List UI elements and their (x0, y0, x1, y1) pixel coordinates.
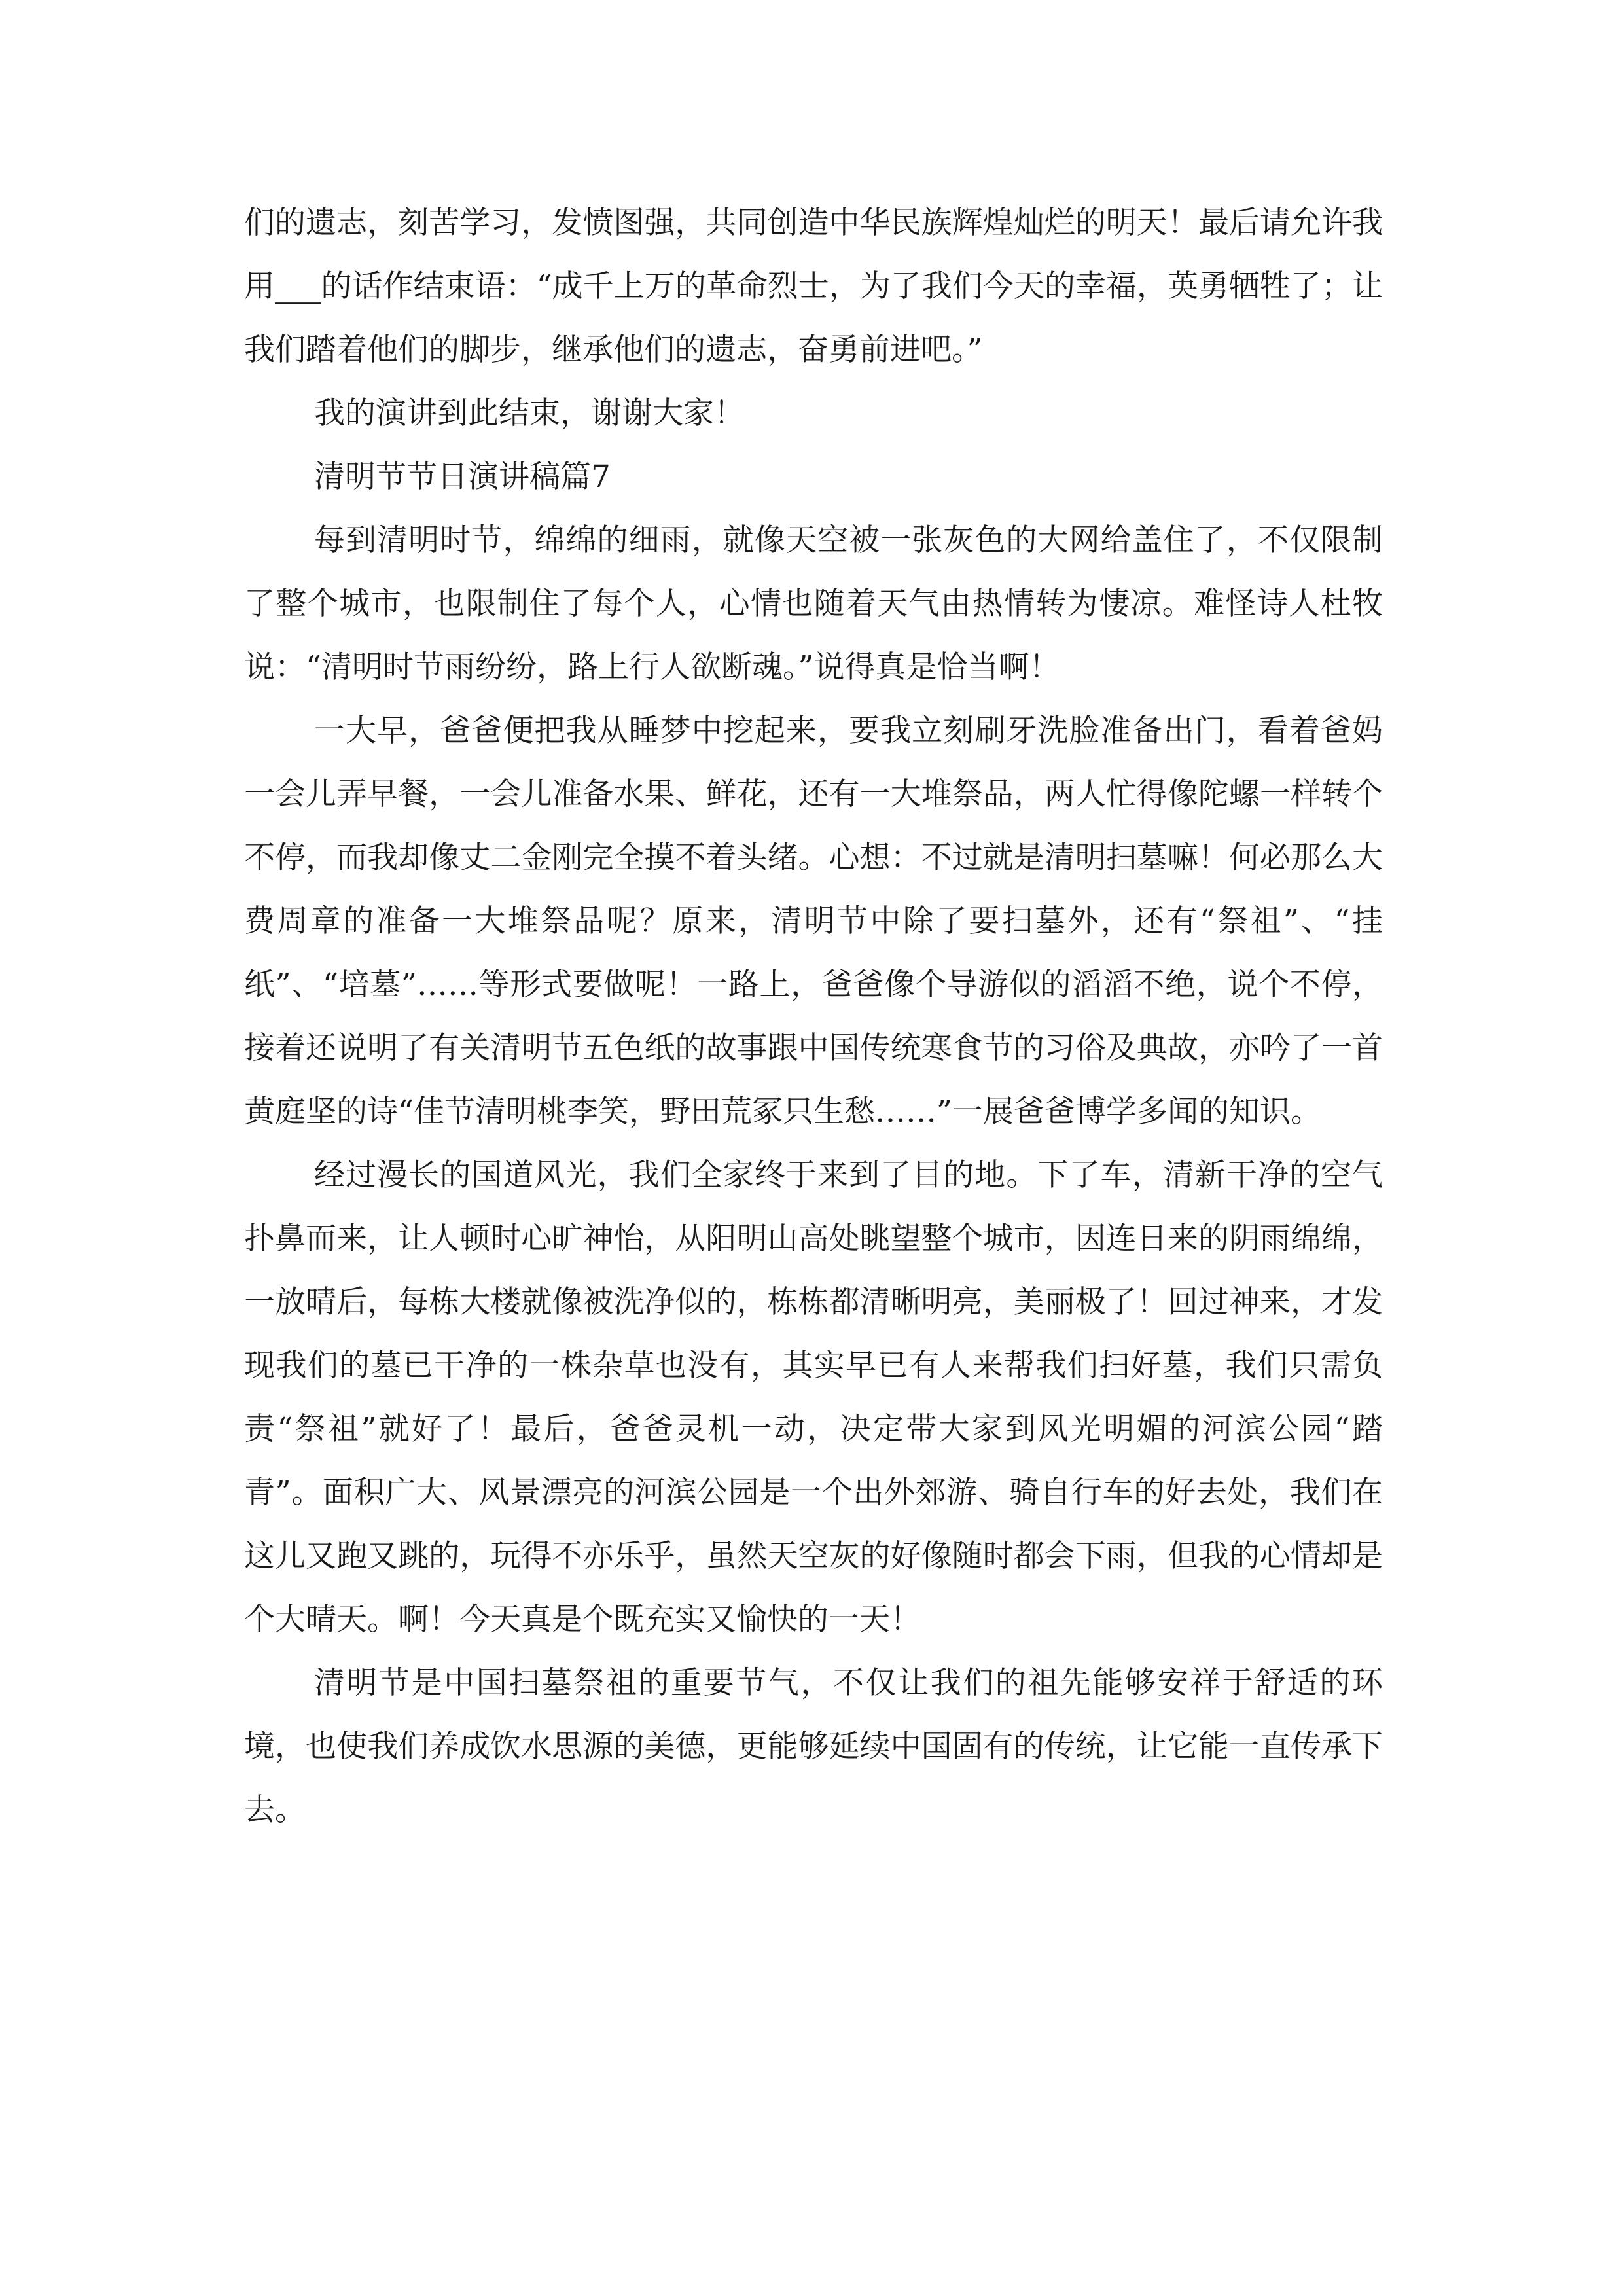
section-heading: 清明节节日演讲稿篇7 (314, 459, 611, 495)
paragraph-conclusion: 清明节是中国扫墓祭祖的重要节气，不仅让我们的祖先能够安祥于舒适的环境，也使我们养成饮水思源的美德，更能够延续中国固有的传统，让它能一直传承下去。 (244, 1665, 1383, 1828)
paragraph-morning-preparation: 一大早，爸爸便把我从睡梦中挖起来，要我立刻刷牙洗脸准备出门，看着爸妈一会儿弄早餐，一会儿准备水果、鲜花，还有一大堆祭品，两人忙得像陀螺一样转个不停，而我却像丈二金刚完全摸不着头绪。心想：不过就是清明扫墓嘛！何必那么大费周章的准备一大堆祭品呢？原来，清明节中除了要扫墓外，还有“祭祖”、“挂纸”、“培墓”……等形式要做呢！一路上，爸爸像个导游似的滔滔不绝，说个不停，接着还说明了有关清明节五色纸的故事跟中国传统寒食节的习俗及典故，亦吟了一首黄庭坚的诗“佳节清明桃李笑，野田荒冢只生愁……”一展爸爸博学多闻的知识。 (244, 713, 1383, 1130)
document-body (244, 191, 1383, 1842)
paragraph-qingming-rain: 每到清明时节，绵绵的细雨，就像天空被一张灰色的大网给盖住了，不仅限制了整个城市，也限制住了每个人，心情也随着天气由热情转为悽凉。难怪诗人杜牧说：“清明时节雨纷纷，路上行人欲断魂。”说得真是恰当啊！ (244, 522, 1383, 685)
paragraph-closing-remark: 我的演讲到此结束，谢谢大家！ (314, 395, 745, 431)
paragraph-journey: 经过漫长的国道风光，我们全家终于来到了目的地。下了车，清新干净的空气扑鼻而来，让人顿时心旷神怡，从阳明山高处眺望整个城市，因连日来的阴雨绵绵，一放晴后，每栋大楼就像被洗净似的，栋栋都清晰明亮，美丽极了！回过神来，才发现我们的墓已干净的一株杂草也没有，其实早已有人来帮我们扫好墓，我们只需负责“祭祖”就好了！最后，爸爸灵机一动，决定带大家到风光明媚的河滨公园“踏青”。面积广大、风景漂亮的河滨公园是一个出外郊游、骑自行车的好去处，我们在这儿又跑又跳的，玩得不亦乐乎，虽然天空灰的好像随时都会下雨，但我的心情却是个大晴天。啊！今天真是个既充实又愉快的一天！ (244, 1157, 1383, 1638)
paragraph-continuation: 们的遗志，刻苦学习，发愤图强，共同创造中华民族辉煌灿烂的明天！最后请允许我用___的话作结束语：“成千上万的革命烈士，为了我们今天的幸福，英勇牺牲了；让我们踏着他们的脚步，继承他们的遗志，奋勇前进吧。” (244, 205, 1383, 368)
